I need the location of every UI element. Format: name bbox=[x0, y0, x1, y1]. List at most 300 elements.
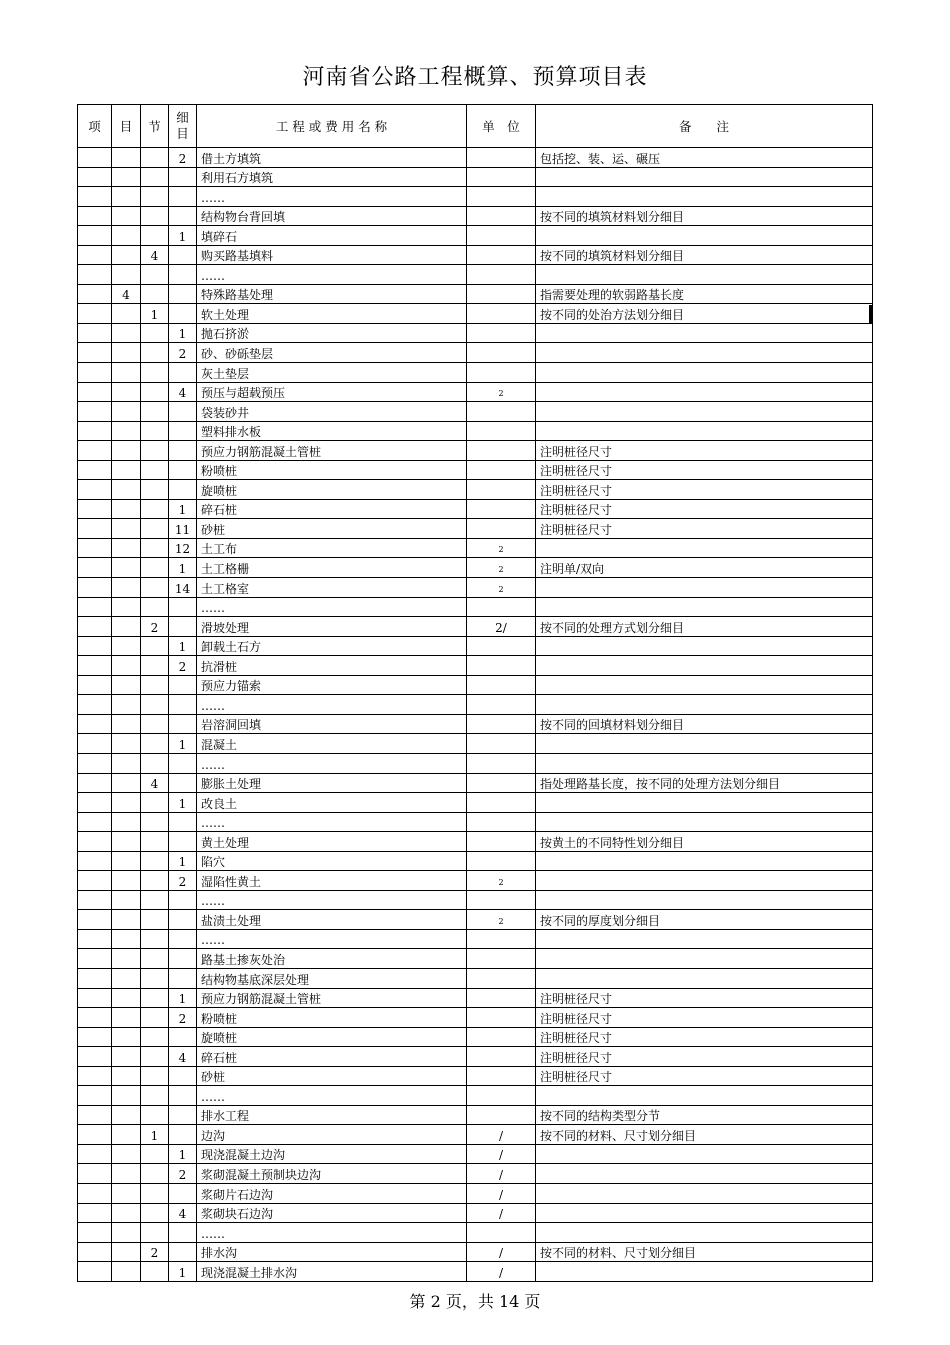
cell-xiang bbox=[78, 1144, 112, 1164]
cell-xiang bbox=[78, 343, 112, 363]
cell-mu bbox=[112, 148, 141, 168]
cell-xiang bbox=[78, 832, 112, 852]
cell-mu bbox=[112, 421, 141, 441]
cell-xi bbox=[169, 812, 197, 832]
cell-mu bbox=[112, 382, 141, 402]
table-row bbox=[78, 421, 873, 441]
cell-name: 碎石桩 bbox=[197, 499, 467, 519]
cell-xiang bbox=[78, 793, 112, 813]
page-footer: 第 2 页，共 14 页 bbox=[409, 1292, 541, 1311]
cell-name: 黄土处理 bbox=[197, 832, 467, 852]
table-row bbox=[78, 1105, 873, 1125]
cell-xiang bbox=[78, 968, 112, 988]
cell-note: 注明桩径尺寸 bbox=[536, 499, 873, 519]
cell-xi: 2 bbox=[169, 343, 197, 363]
cell-unit bbox=[467, 851, 536, 871]
cell-jie bbox=[141, 284, 169, 304]
table-row bbox=[78, 812, 873, 832]
cell-note: 按不同的材料、尺寸划分细目 bbox=[536, 1242, 873, 1262]
cell-xiang bbox=[78, 519, 112, 539]
cell-note bbox=[536, 968, 873, 988]
cell-unit bbox=[467, 636, 536, 656]
cell-name: 粉喷桩 bbox=[197, 460, 467, 480]
cell-mu bbox=[112, 519, 141, 539]
cell-note: 按不同的填筑材料划分细目 bbox=[536, 245, 873, 265]
cell-unit: / bbox=[467, 1242, 536, 1262]
cell-mu bbox=[112, 675, 141, 695]
cell-note: 按不同的回填材料划分细目 bbox=[536, 714, 873, 734]
table-row bbox=[78, 226, 873, 246]
cell-xi: 4 bbox=[169, 1203, 197, 1223]
cell-unit bbox=[467, 187, 536, 207]
cell-mu bbox=[112, 245, 141, 265]
cell-xiang bbox=[78, 1047, 112, 1067]
cell-note bbox=[536, 675, 873, 695]
cell-name: 特殊路基处理 bbox=[197, 284, 467, 304]
cell-jie bbox=[141, 1164, 169, 1184]
cell-jie bbox=[141, 519, 169, 539]
cell-name: 土工格栅 bbox=[197, 558, 467, 578]
table-row bbox=[78, 597, 873, 617]
cell-xiang bbox=[78, 949, 112, 969]
cell-unit bbox=[467, 323, 536, 343]
cell-jie bbox=[141, 753, 169, 773]
cell-mu bbox=[112, 1027, 141, 1047]
cell-unit bbox=[467, 714, 536, 734]
cell-note: 按不同的填筑材料划分细目 bbox=[536, 206, 873, 226]
cell-note: 注明桩径尺寸 bbox=[536, 1047, 873, 1067]
cell-jie bbox=[141, 148, 169, 168]
cell-jie bbox=[141, 793, 169, 813]
cell-mu bbox=[112, 1164, 141, 1184]
cell-xiang bbox=[78, 929, 112, 949]
cell-mu bbox=[112, 695, 141, 715]
header-xi: 细目 bbox=[169, 105, 197, 148]
cell-jie: 2 bbox=[141, 1242, 169, 1262]
cell-name: 抗滑桩 bbox=[197, 656, 467, 676]
cell-xiang bbox=[78, 480, 112, 500]
cell-xiang bbox=[78, 714, 112, 734]
cell-unit bbox=[467, 265, 536, 285]
cell-jie bbox=[141, 714, 169, 734]
cell-jie: 4 bbox=[141, 245, 169, 265]
cell-note bbox=[536, 1223, 873, 1243]
cell-xi: 1 bbox=[169, 558, 197, 578]
cell-xiang bbox=[78, 871, 112, 891]
cell-note: 注明单/双向 bbox=[536, 558, 873, 578]
cell-note: 按不同的材料、尺寸划分细目 bbox=[536, 1125, 873, 1145]
cell-jie bbox=[141, 890, 169, 910]
cell-xiang bbox=[78, 656, 112, 676]
cell-name: …… bbox=[197, 695, 467, 715]
cell-note: 包括挖、装、运、碾压 bbox=[536, 148, 873, 168]
cell-note: 指需要处理的软弱路基长度 bbox=[536, 284, 873, 304]
cell-jie bbox=[141, 1144, 169, 1164]
cell-jie bbox=[141, 1105, 169, 1125]
cell-unit bbox=[467, 1047, 536, 1067]
cell-unit bbox=[467, 421, 536, 441]
cell-mu bbox=[112, 1125, 141, 1145]
cell-xi: 1 bbox=[169, 793, 197, 813]
cell-mu bbox=[112, 460, 141, 480]
cell-xi: 1 bbox=[169, 636, 197, 656]
cell-mu bbox=[112, 910, 141, 930]
cell-mu bbox=[112, 363, 141, 383]
cell-jie bbox=[141, 871, 169, 891]
table-row bbox=[78, 1203, 873, 1223]
cell-name: …… bbox=[197, 187, 467, 207]
cell-xiang bbox=[78, 597, 112, 617]
cell-unit bbox=[467, 245, 536, 265]
table-row bbox=[78, 910, 873, 930]
cell-jie bbox=[141, 1027, 169, 1047]
cell-jie bbox=[141, 402, 169, 422]
table-row bbox=[78, 617, 873, 637]
cell-mu bbox=[112, 558, 141, 578]
table-row bbox=[78, 1262, 873, 1282]
cell-jie: 1 bbox=[141, 304, 169, 324]
cell-xi bbox=[169, 304, 197, 324]
cell-jie bbox=[141, 734, 169, 754]
header-note: 备 注 bbox=[536, 105, 873, 148]
cell-unit bbox=[467, 499, 536, 519]
cell-unit bbox=[467, 949, 536, 969]
cell-unit bbox=[467, 304, 536, 324]
cell-jie bbox=[141, 1183, 169, 1203]
table-row bbox=[78, 1066, 873, 1086]
table-header-row bbox=[78, 105, 873, 148]
cell-xi: 1 bbox=[169, 323, 197, 343]
cell-name: 浆砌混凝土预制块边沟 bbox=[197, 1164, 467, 1184]
table-row bbox=[78, 988, 873, 1008]
cell-mu bbox=[112, 578, 141, 598]
cell-unit bbox=[467, 832, 536, 852]
cell-xiang bbox=[78, 812, 112, 832]
cell-jie bbox=[141, 636, 169, 656]
cell-note bbox=[536, 343, 873, 363]
cell-note: 按不同的结构类型分节 bbox=[536, 1105, 873, 1125]
cell-xi bbox=[169, 167, 197, 187]
table-row bbox=[78, 714, 873, 734]
table-row bbox=[78, 363, 873, 383]
table-row bbox=[78, 753, 873, 773]
cell-note bbox=[536, 949, 873, 969]
cell-note bbox=[536, 265, 873, 285]
cell-note: 注明桩径尺寸 bbox=[536, 460, 873, 480]
cell-xiang bbox=[78, 617, 112, 637]
cell-note bbox=[536, 890, 873, 910]
table-row bbox=[78, 929, 873, 949]
cell-xiang bbox=[78, 988, 112, 1008]
cell-mu bbox=[112, 343, 141, 363]
cell-name: 滑坡处理 bbox=[197, 617, 467, 637]
cell-unit: / bbox=[467, 1125, 536, 1145]
cell-name: 现浇混凝土排水沟 bbox=[197, 1262, 467, 1282]
cell-jie bbox=[141, 910, 169, 930]
cell-note bbox=[536, 734, 873, 754]
table-row bbox=[78, 949, 873, 969]
cell-xiang bbox=[78, 1066, 112, 1086]
cell-note bbox=[536, 538, 873, 558]
cell-unit: / bbox=[467, 1164, 536, 1184]
cell-xiang bbox=[78, 558, 112, 578]
cell-name: 购买路基填料 bbox=[197, 245, 467, 265]
cell-xi bbox=[169, 1223, 197, 1243]
cell-mu bbox=[112, 1203, 141, 1223]
table-row bbox=[78, 402, 873, 422]
cell-name: …… bbox=[197, 597, 467, 617]
cell-note bbox=[536, 1144, 873, 1164]
cell-unit bbox=[467, 343, 536, 363]
cell-name: 陷穴 bbox=[197, 851, 467, 871]
cell-xiang bbox=[78, 499, 112, 519]
table-row bbox=[78, 1242, 873, 1262]
header-mu: 目 bbox=[112, 105, 141, 148]
cell-mu bbox=[112, 1086, 141, 1106]
table-row bbox=[78, 1125, 873, 1145]
cell-unit bbox=[467, 734, 536, 754]
cell-mu bbox=[112, 753, 141, 773]
table-row bbox=[78, 675, 873, 695]
cell-name: …… bbox=[197, 265, 467, 285]
cell-unit bbox=[467, 773, 536, 793]
cell-xiang bbox=[78, 284, 112, 304]
cell-name: 土工格室 bbox=[197, 578, 467, 598]
cell-note: 注明桩径尺寸 bbox=[536, 519, 873, 539]
cell-unit bbox=[467, 1008, 536, 1028]
cell-mu bbox=[112, 304, 141, 324]
cell-mu bbox=[112, 714, 141, 734]
cell-name: 填碎石 bbox=[197, 226, 467, 246]
cell-jie bbox=[141, 1008, 169, 1028]
cell-jie bbox=[141, 929, 169, 949]
cell-jie bbox=[141, 988, 169, 1008]
cell-unit bbox=[467, 148, 536, 168]
cell-jie bbox=[141, 812, 169, 832]
cell-name: …… bbox=[197, 890, 467, 910]
cell-note: 注明桩径尺寸 bbox=[536, 1008, 873, 1028]
cell-xi bbox=[169, 714, 197, 734]
cell-xiang bbox=[78, 578, 112, 598]
cell-name: …… bbox=[197, 929, 467, 949]
table-row bbox=[78, 636, 873, 656]
cell-name: 旋喷桩 bbox=[197, 480, 467, 500]
cell-name: 排水沟 bbox=[197, 1242, 467, 1262]
table-row bbox=[78, 832, 873, 852]
cell-xi bbox=[169, 968, 197, 988]
cell-jie bbox=[141, 265, 169, 285]
cell-unit bbox=[467, 597, 536, 617]
cell-mu bbox=[112, 851, 141, 871]
table-row bbox=[78, 441, 873, 461]
cell-name: 现浇混凝土边沟 bbox=[197, 1144, 467, 1164]
cell-jie bbox=[141, 480, 169, 500]
table-row bbox=[78, 1086, 873, 1106]
cell-xi bbox=[169, 1183, 197, 1203]
table-row bbox=[78, 1164, 873, 1184]
cell-note bbox=[536, 226, 873, 246]
table-row bbox=[78, 656, 873, 676]
header-name: 工 程 或 费 用 名 称 bbox=[197, 105, 467, 148]
cell-jie bbox=[141, 167, 169, 187]
cell-mu bbox=[112, 656, 141, 676]
cell-xi bbox=[169, 949, 197, 969]
cell-xiang bbox=[78, 265, 112, 285]
cell-mu bbox=[112, 949, 141, 969]
cell-note bbox=[536, 1262, 873, 1282]
cell-unit bbox=[467, 1223, 536, 1243]
cell-jie bbox=[141, 441, 169, 461]
table-row bbox=[78, 265, 873, 285]
cell-mu bbox=[112, 1262, 141, 1282]
cell-xiang bbox=[78, 1105, 112, 1125]
cell-jie bbox=[141, 363, 169, 383]
table-body bbox=[78, 148, 873, 1282]
cell-name: 边沟 bbox=[197, 1125, 467, 1145]
cell-mu bbox=[112, 890, 141, 910]
cell-jie bbox=[141, 558, 169, 578]
cell-mu bbox=[112, 734, 141, 754]
cell-xi: 1 bbox=[169, 499, 197, 519]
cell-xiang bbox=[78, 245, 112, 265]
cell-unit bbox=[467, 812, 536, 832]
table-row bbox=[78, 284, 873, 304]
cell-name: 湿陷性黄土 bbox=[197, 871, 467, 891]
table-row bbox=[78, 1027, 873, 1047]
cell-xiang bbox=[78, 167, 112, 187]
cell-unit: 2 bbox=[467, 910, 536, 930]
cell-xi bbox=[169, 1027, 197, 1047]
cell-xiang bbox=[78, 206, 112, 226]
table-row bbox=[78, 793, 873, 813]
table-row bbox=[78, 382, 873, 402]
cell-xiang bbox=[78, 1125, 112, 1145]
table-row bbox=[78, 343, 873, 363]
table-row bbox=[78, 167, 873, 187]
cell-xiang bbox=[78, 675, 112, 695]
cell-unit bbox=[467, 1027, 536, 1047]
project-table bbox=[77, 104, 873, 1282]
cell-xiang bbox=[78, 773, 112, 793]
cell-note bbox=[536, 753, 873, 773]
cell-unit: 2/ bbox=[467, 617, 536, 637]
cell-jie bbox=[141, 421, 169, 441]
cell-xi: 1 bbox=[169, 851, 197, 871]
cell-note bbox=[536, 695, 873, 715]
cell-mu bbox=[112, 538, 141, 558]
cell-unit bbox=[467, 1105, 536, 1125]
cell-unit bbox=[467, 480, 536, 500]
cell-note: 按不同的处理方式划分细目 bbox=[536, 617, 873, 637]
cell-jie bbox=[141, 1262, 169, 1282]
cell-note bbox=[536, 578, 873, 598]
cell-xi bbox=[169, 773, 197, 793]
cell-xi: 11 bbox=[169, 519, 197, 539]
table-row bbox=[78, 871, 873, 891]
cell-mu bbox=[112, 1105, 141, 1125]
cell-xi bbox=[169, 441, 197, 461]
cell-jie bbox=[141, 460, 169, 480]
cell-name: 灰土垫层 bbox=[197, 363, 467, 383]
cell-unit: 2 bbox=[467, 871, 536, 891]
cell-jie bbox=[141, 968, 169, 988]
table-row bbox=[78, 460, 873, 480]
cell-xiang bbox=[78, 323, 112, 343]
cell-unit bbox=[467, 519, 536, 539]
cell-mu bbox=[112, 167, 141, 187]
cell-note bbox=[536, 851, 873, 871]
cell-name: 预应力钢筋混凝土管桩 bbox=[197, 441, 467, 461]
cell-xi bbox=[169, 245, 197, 265]
cell-note bbox=[536, 929, 873, 949]
cell-unit bbox=[467, 226, 536, 246]
cell-note: 注明桩径尺寸 bbox=[536, 988, 873, 1008]
cell-mu bbox=[112, 1144, 141, 1164]
table-row bbox=[78, 304, 873, 324]
cell-xiang bbox=[78, 1008, 112, 1028]
cell-xiang bbox=[78, 402, 112, 422]
cell-note bbox=[536, 363, 873, 383]
cell-name: 利用石方填筑 bbox=[197, 167, 467, 187]
table-row bbox=[78, 578, 873, 598]
table-row bbox=[78, 558, 873, 578]
cell-jie bbox=[141, 695, 169, 715]
cell-name: 岩溶洞回填 bbox=[197, 714, 467, 734]
cell-xi bbox=[169, 421, 197, 441]
cell-unit: 2 bbox=[467, 558, 536, 578]
cell-xiang bbox=[78, 851, 112, 871]
table-row bbox=[78, 1047, 873, 1067]
cell-name: 碎石桩 bbox=[197, 1047, 467, 1067]
cell-xi bbox=[169, 187, 197, 207]
cell-unit bbox=[467, 441, 536, 461]
cell-name: 膨胀土处理 bbox=[197, 773, 467, 793]
cell-mu bbox=[112, 265, 141, 285]
cell-jie bbox=[141, 1086, 169, 1106]
table-row bbox=[78, 480, 873, 500]
cell-unit: / bbox=[467, 1262, 536, 1282]
cell-note bbox=[536, 382, 873, 402]
cell-unit bbox=[467, 890, 536, 910]
cell-unit bbox=[467, 284, 536, 304]
cell-xiang bbox=[78, 734, 112, 754]
cell-mu: 4 bbox=[112, 284, 141, 304]
cell-mu bbox=[112, 793, 141, 813]
cell-note bbox=[536, 1164, 873, 1184]
cell-mu bbox=[112, 832, 141, 852]
cell-xi bbox=[169, 597, 197, 617]
cell-unit: / bbox=[467, 1144, 536, 1164]
table-row bbox=[78, 538, 873, 558]
cell-xiang bbox=[78, 1223, 112, 1243]
cell-unit bbox=[467, 1086, 536, 1106]
cell-note: 按不同的厚度划分细目 bbox=[536, 910, 873, 930]
cell-xiang bbox=[78, 382, 112, 402]
cell-mu bbox=[112, 441, 141, 461]
cell-xiang bbox=[78, 421, 112, 441]
cell-unit: 2 bbox=[467, 578, 536, 598]
cell-name: 预应力钢筋混凝土管桩 bbox=[197, 988, 467, 1008]
cell-note bbox=[536, 656, 873, 676]
cell-jie bbox=[141, 499, 169, 519]
cell-mu bbox=[112, 1242, 141, 1262]
cell-xi: 2 bbox=[169, 871, 197, 891]
table-row bbox=[78, 187, 873, 207]
cell-xiang bbox=[78, 1242, 112, 1262]
cell-xi bbox=[169, 1066, 197, 1086]
cell-note: 按不同的处治方法划分细目 bbox=[536, 304, 873, 324]
cell-xi bbox=[169, 206, 197, 226]
